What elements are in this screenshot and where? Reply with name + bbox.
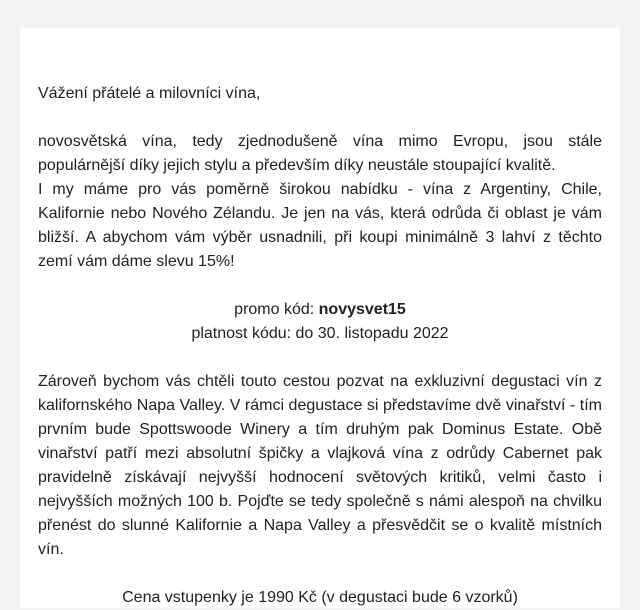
promo-block (38, 298, 602, 346)
promo-line (38, 298, 602, 322)
email-body (20, 28, 620, 608)
promo-code: novysvet15 (318, 301, 406, 318)
greeting: Vážení přátelé a milovníci vína, (38, 85, 261, 102)
email-content (38, 28, 602, 610)
offer-paragraph: I my máme pro vás poměrně širokou nabídku - vína z Argentiny, Chile, Kalifornie nebo Nového Zélandu. Je jen na vás, která odrůda či oblast je vám bližší. A abychom vám výběr usnadnili, při koupi minimálně 3 lahví z těchto zemí vám dáme slevu 15%! (38, 181, 602, 270)
promo-validity: platnost kódu: do 30. listopadu 2022 (191, 325, 449, 342)
ticket-price: Cena vstupenky je 1990 Kč (v degustaci bude 6 vzorků) (122, 589, 518, 606)
promo-label: promo kód: (234, 301, 319, 318)
intro-paragraph: novosvětská vína, tedy zjednodušeně vína mimo Evropu, jsou stále populárnější díky jejich stylu a především díky neustále stoupající kvalitě. (38, 133, 602, 174)
invitation-paragraph: Zároveň bychom vás chtěli touto cestou pozvat na exkluzivní degustaci vín z kalifornského Napa Valley. V rámci degustace si představíme dvě vinařství - tím prvním bude Spottswoode Winery a tím druhým pak Dominus Estate. Obě vinařství patří mezi absolutní špičky a vlajková vína z odrůdy Cabernet pak pravidelně získávají nejvyšší hodnocení světových kritiků, velmi často i nejvyšších možných 100 b. Pojďte se tedy společně s námi alespoň na chvilku přenést do slunné Kalifornie a Napa Valley a přesvědčit se o kvalitě místních vín. (38, 373, 602, 558)
